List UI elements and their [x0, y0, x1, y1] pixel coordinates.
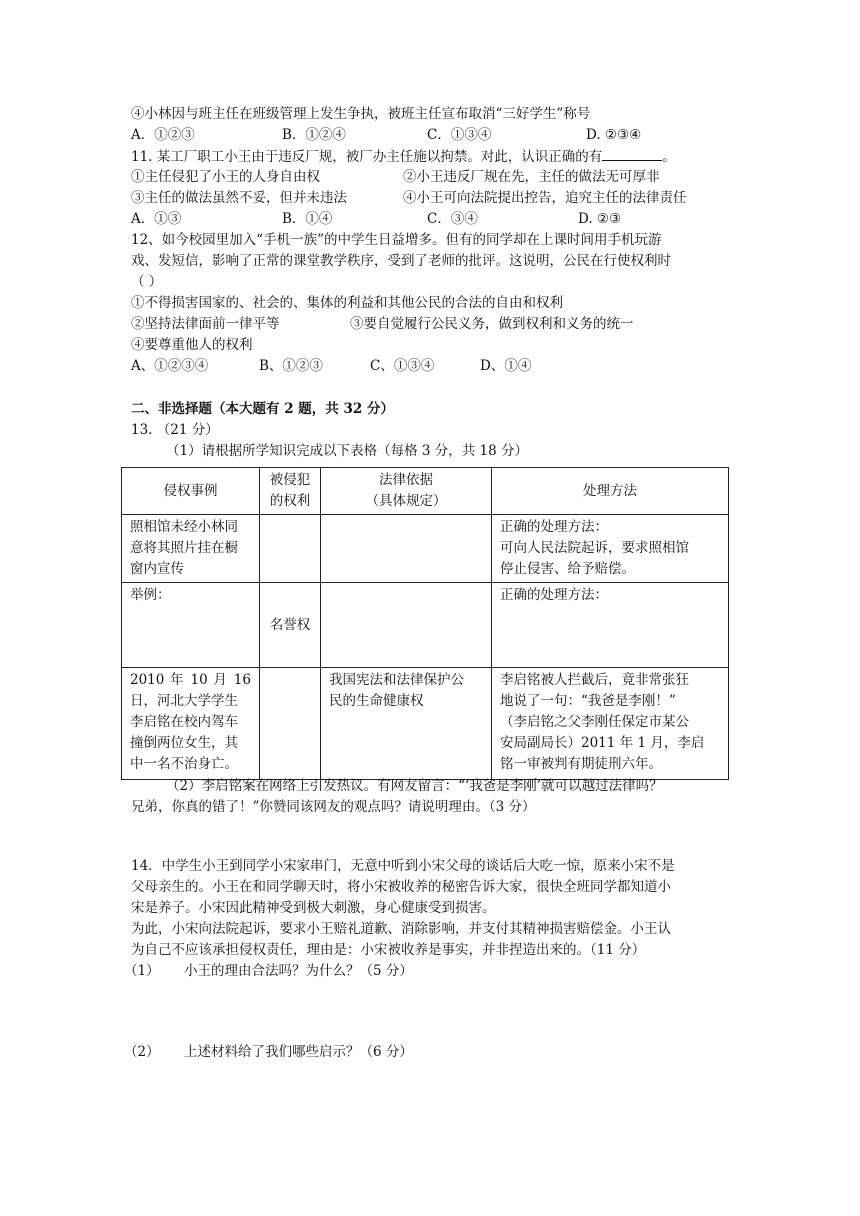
- q11-stem-text: 11. 某工厂职工小王由于违反厂规，被厂办主任施以拘禁。对此，认识正确的有: [131, 149, 603, 165]
- q11-item-2: ②小王违反厂规在先，主任的做法无可厚非: [403, 169, 660, 185]
- q11-stem: [131, 146, 676, 167]
- row1-event: 照相馆未经小林同 意将其照片挂在橱 窗内宣传: [122, 515, 260, 583]
- q12-item-3: ③要自觉履行公民义务，做到权利和义务的统一: [350, 316, 634, 332]
- q12-option-d: D、①④: [480, 358, 532, 374]
- q10-item-4: ④小林因与班主任在班级管理上发生争执，被班主任宣布取消“三好学生”称号: [131, 106, 591, 122]
- q10-option-c: C．①③④: [427, 127, 492, 143]
- q13-sub1: （1）请根据所学知识完成以下表格（每格 3 分，共 18 分）: [166, 443, 529, 459]
- q10-option-a: A．①②③: [131, 127, 195, 143]
- row3-right-answer-cell[interactable]: [260, 668, 321, 780]
- q12-item-1: ①不得损害国家的、社会的、集体的利益和其他公民的合法的自由和权利: [131, 295, 563, 311]
- header-law: 法律依据 （具体规定）: [321, 468, 492, 515]
- row2-law-answer-cell[interactable]: [321, 583, 492, 668]
- q12-item-2: ②坚持法律面前一律平等: [131, 316, 280, 332]
- q10-option-b: B．①②④: [282, 127, 346, 143]
- q13-head: 13. （21 分）: [131, 422, 219, 438]
- row1-method: 正确的处理方法： 可向人民法院起诉，要求照相馆 停止侵害、给予赔偿。: [492, 515, 729, 583]
- q13-sub2-line-1: （2）李启铭案在网络上引发热议。有网友留言：“‘我爸是李刚’就可以越过法律吗？: [166, 778, 663, 794]
- q14-q2-number: （2）: [124, 1044, 160, 1060]
- row2-right: 名誉权: [260, 583, 321, 668]
- q14-q2-text: 上述材料给了我们哪些启示？（6 分）: [184, 1044, 413, 1060]
- q11-stem-end: 。: [662, 149, 676, 165]
- section-2-title: 二、非选择题（本大题有 2 题，共 32 分）: [131, 401, 394, 417]
- q14-para-line-1: 14．中学生小王到同学小宋家串门，无意中听到小宋父母的谈话后大吃一惊，原来小宋不是: [131, 858, 675, 874]
- q12-answer-parens[interactable]: （ ）: [131, 274, 163, 290]
- q12-stem-line-1: 12、如今校园里加入“手机一族”的中学生日益增多。但有的同学却在上课时间用手机玩游: [131, 232, 662, 248]
- q12-option-c: C、①③④: [370, 358, 435, 374]
- q14-q1-number: （1）: [124, 963, 160, 979]
- q10-option-d: D. ②③④: [586, 127, 642, 143]
- row3-event: 2010 年 10 月 16 日，河北大学学生 李启铭在校内驾车 撞倒两位女生，其 中一名不治身亡。: [122, 668, 260, 780]
- q14-para-line-3: 宋是养子。小宋因此精神受到极大刺激，身心健康受到损害。: [131, 900, 496, 916]
- q11-item-4: ④小王可向法院提出控告，追究主任的法律责任: [403, 190, 687, 206]
- answer-blank[interactable]: [602, 146, 662, 161]
- header-method: 处理方法: [492, 468, 729, 515]
- q12-item-4: ④要尊重他人的权利: [131, 337, 253, 353]
- q12-option-b: B、①②③: [259, 358, 323, 374]
- row3-law: 我国宪法和法律保护公 民的生命健康权: [321, 668, 492, 780]
- row2-method-answer-cell[interactable]: 正确的处理方法：: [492, 583, 729, 668]
- row2-event-answer-cell[interactable]: 举例：: [122, 583, 260, 668]
- header-event: 侵权事例: [122, 468, 260, 515]
- table-header-row: [122, 468, 729, 515]
- row1-right-answer-cell[interactable]: [260, 515, 321, 583]
- row3-method: 李启铭被人拦截后，竟非常张狂 地说了一句：“我爸是李刚！” （李启铭之父李刚任保定市某公 安局副局长）2011 年 1 月，李启 铭一审被判有期徒刑六年。: [492, 668, 729, 780]
- table-row: [122, 515, 729, 583]
- q14-para-line-2: 父母亲生的。小王在和同学聊天时，将小宋被收养的秘密告诉大家，很快全班同学都知道小: [131, 879, 671, 895]
- q11-item-1: ①主任侵犯了小王的人身自由权: [131, 169, 320, 185]
- q11-option-c: C．③④: [427, 211, 478, 227]
- q14-para-line-5: 为自己不应该承担侵权责任，理由是：小宋被收养是事实，并非捏造出来的。（11 分）: [131, 942, 646, 958]
- rights-table: [121, 467, 729, 780]
- q13-sub2-line-2: 兄弟，你真的错了！”你赞同该网友的观点吗？请说明理由。（3 分）: [131, 799, 536, 815]
- q14-para-line-4: 为此，小宋向法院起诉，要求小王赔礼道歉、消除影响，并支付其精神损害赔偿金。小王认: [131, 921, 671, 937]
- header-right: 被侵犯 的权利: [260, 468, 321, 515]
- q11-option-a: A．①③: [131, 211, 182, 227]
- table-row: [122, 668, 729, 780]
- q11-option-b: B．①④: [282, 211, 333, 227]
- q11-option-d: D. ②③: [578, 211, 622, 227]
- table-row: [122, 583, 729, 668]
- q14-q1-text: 小王的理由合法吗？为什么？（5 分）: [184, 963, 413, 979]
- q12-stem-line-2: 戏、发短信，影响了正常的课堂教学秩序，受到了老师的批评。这说明，公民在行使权利时: [131, 253, 671, 269]
- q11-item-3: ③主任的做法虽然不妥，但并未违法: [131, 190, 347, 206]
- row1-law-answer-cell[interactable]: [321, 515, 492, 583]
- q12-option-a: A、①②③④: [131, 358, 209, 374]
